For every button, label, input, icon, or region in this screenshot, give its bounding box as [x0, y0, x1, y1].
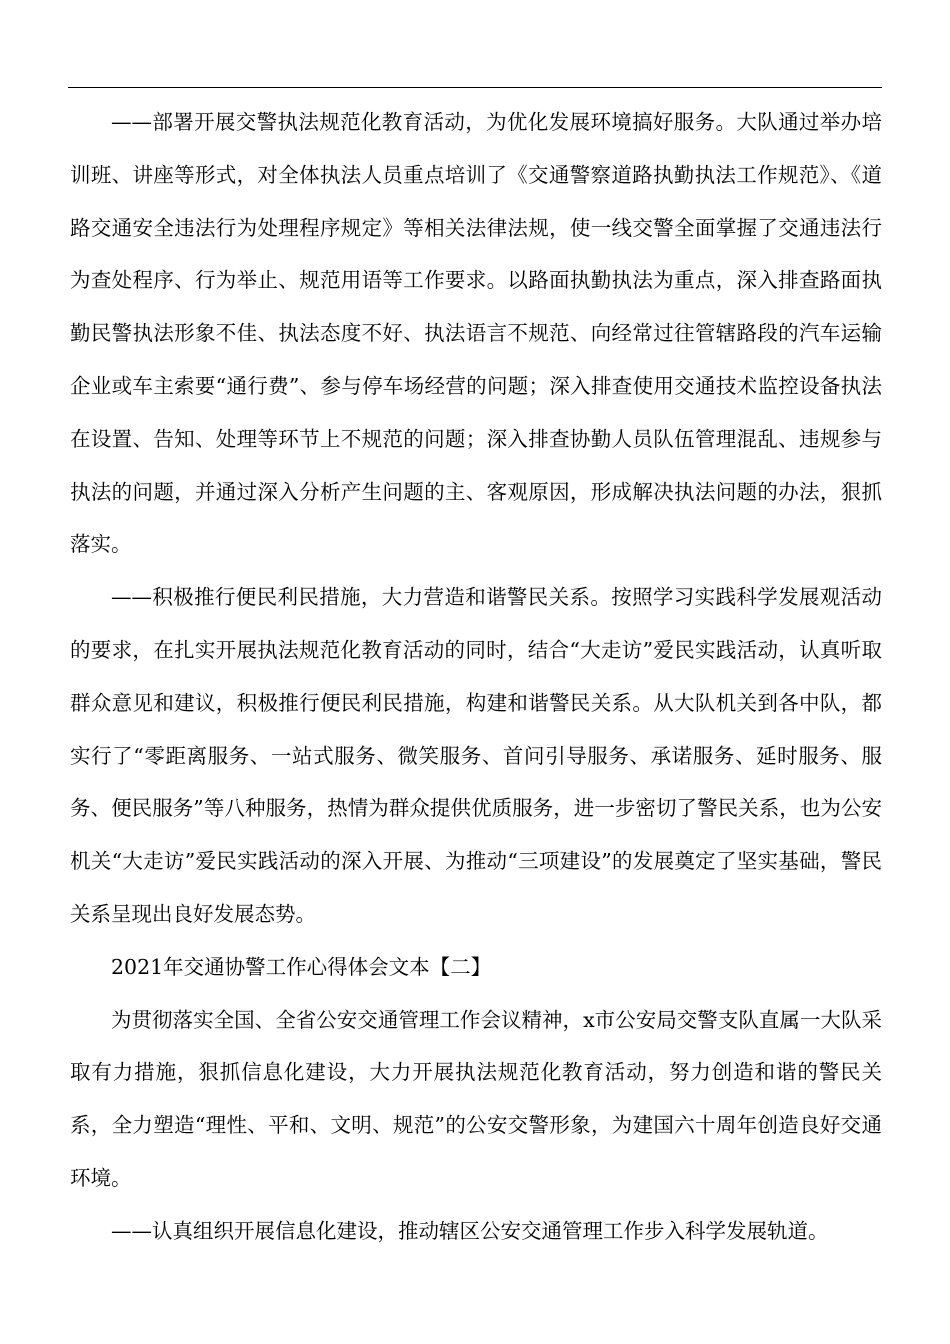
paragraph-introduction: 为贯彻落实全国、全省公安交通管理工作会议精神，x市公安局交警支队直属一大队采取有力措施，狠抓信息化建设，大力开展执法规范化教育活动，努力创造和谐的警民关系，全力塑造“理性、平和、文明、规范”的公安交警形象，为建国六十周年创造良好交通环境。: [70, 1007, 882, 1190]
header-rule: [68, 87, 882, 88]
section-heading: 2021年交通协警工作心得体会文本【二】: [111, 954, 492, 979]
document-body: [70, 96, 882, 1258]
paragraph-informatization: ——认真组织开展信息化建设，推动辖区公安交通管理工作步入科学发展轨道。: [111, 1218, 829, 1243]
paragraph-police-relations: ——积极推行便民利民措施，大力营造和谐警民关系。按照学习实践科学发展观活动的要求，在扎实开展执法规范化教育活动的同时，结合“大走访”爱民实践活动，认真听取群众意见和建议，积极推行便民利民措施，构建和谐警民关系。从大队机关到各中队，都实行了“零距离服务、一站式服务、微笑服务、首问引导服务、承诺服务、延时服务、服务、便民服务”等八种服务，热情为群众提供优质服务，进一步密切了警民关系，也为公安机关“大走访”爱民实践活动的深入开展、为推动“三项建设”的发展奠定了坚实基础，警民关系呈现出良好发展态势。: [70, 585, 882, 926]
paragraph-enforcement-training: ——部署开展交警执法规范化教育活动，为优化发展环境搞好服务。大队通过举办培训班、讲座等形式，对全体执法人员重点培训了《交通警察道路执勤执法工作规范》、《道路交通安全违法行为处理程序规定》等相关法律法规，使一线交警全面掌握了交通违法行为查处程序、行为举止、规范用语等工作要求。以路面执勤执法为重点，深入排查路面执勤民警执法形象不佳、执法态度不好、执法语言不规范、向经常过往管辖路段的汽车运输企业或车主索要“通行费”、参与停车场经营的问题；深入排查使用交通技术监控设备执法在设置、告知、处理等环节上不规范的问题；深入排查协勤人员队伍管理混乱、违规参与执法的问题，并通过深入分析产生问题的主、客观原因，形成解决执法问题的办法，狠抓落实。: [70, 110, 882, 557]
